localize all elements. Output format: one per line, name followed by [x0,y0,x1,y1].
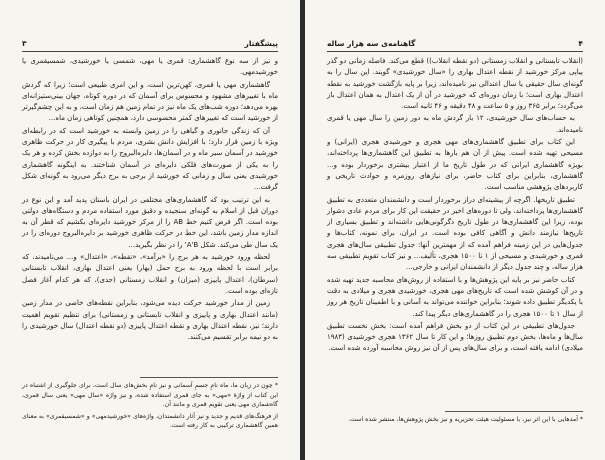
paragraph: کتاب حاضر نیز بر پایه این پژوهش‌ها و با استفاده از روش‌های محاسبه جدید تهیه شده و در آن کوشش شده است که تاریخ‌های مهی هجری، خورشیدی هجری و میلادی به دقت با یکدیگر تطبیق داده شوند؛ بنابراین خواننده می‌تواند به آسانی و با اطمینان تاریخ هر روز از سال ۱ تا ۱۵۰۰ هجری را در گاهشماری‌های دیگر پیدا کند. [327,275,583,318]
page-body [327,56,583,356]
page-header [22,38,278,50]
footnotes [22,381,278,433]
footnotes [327,415,583,427]
footnote: از فرهنگ‌های قدیم و جدید و نیز آثار دانشمندان، واژه‌های «خورشیدمهی» و «شمسیقمری» به معنای همین گاهشماری ترکیبی به کار رفته است. [22,412,278,430]
footnote: * چون در زبان ما، ماه نامِ جسمِ آسمانی و نیز نامِ بخش‌های سال است، برای جلوگیری از اشتباه در این کتاب از واژهٔ «مهی» به جای قمری استفاده شده، و نیز واژه «سال مهی» یعنی سال قمری، گاه‌شماری مهی یعنی تقویم قمری و مانند آن. [22,382,278,409]
header-title: گاهنامه‌ی سه هزار ساله [327,39,416,48]
paragraph: این کتاب برای تطبیق گاهشماری‌های مهی هجری و خورشیدی هجری (ایرانی) و مسیحی تهیه شده است. پیش از آن هم بارها به تطبیق این گاهشماری‌ها پرداخته‌اند، بویژه گاهشماری ایرانی که در طول تاریخ ما از اعتبار بیشتری برخوردار بوده و... گاهشماری، بنابراین برای کتاب حاضر، برای نیازهای روزمره و حوادث تاریخی و کاربردهای پژوهشی مناسب است. [327,138,583,192]
book-page-left [0,0,300,460]
paragraph: لحظه ورود خورشید به هر برج را «برآمد»، «نقطه»، «اعتدال» و... می‌نامیدند، که برابر است با لحظه ورود به برج حمل (بهار) یعنی اعتدال بهاری، انقلاب تابستانی (سرطان)، اعتدال پاییزی (میزان) و انقلاب زمستانی (جدی)، که هر کدام آغاز فصل تازه‌ای بوده است. [22,253,278,295]
header-title: پیشگفتار [244,39,278,48]
paragraph: به حساب‌های سال خورشیدی، ۱۲ بار گردش ماه به دور زمین را سال مهی یا قمری نامیده‌اند. [327,114,583,134]
paragraph: جدول‌های تطبیقی در این کتاب از دو بخش فراهم آمده است: بخش نخست تطبیق سال‌ها و ماه‌ها، بخش دوم تطبیق روزها؛ و این کار تا سال ۱۳۶۲ هجری خورشیدی (۱۹۸۳ میلادی) ادامه یافته است، و برای سال‌های پس از آن نیز روش محاسبه آورده شده است. [327,321,583,353]
footnote-rule [140,377,278,378]
header-rule [327,51,583,52]
page-body [22,56,278,344]
paragraph: زمین از مدار خورشید حرکت دیده می‌شود، بنابراین نقطه‌های خاصی در مدار زمین (مانند اعتدال بهاری و پاییزی و انقلاب تابستانی و زمستانی) برای تنظیم تقویم اهمیت دارند؛ نیز، نقطه اعتدال بهاری و نقطه اعتدال پاییزی (دو نقطه اعتدال) سال خورشیدی را به دو نیمه برابر تقسیم می‌کنند. [22,299,278,342]
paragraph: به این ترتیب بود که گاهشماری‌های مختلفی در ایران باستان پدید آمد و این نوع در دوران قبل از اسلام به گونه‌ای سنجیده و دقیق مورد استفاده مردم و دستگاه‌های دولتی بوده است. اگر فرض کنیم خط AB را از مرکز خورشید دایره‌ای بکشیم که قطر آن به اندازه مدار زمین باشد، این خط در حرکت ظاهری خورشید بر دایره‌البروج دوره‌ای را در یک سال طی می‌کند. شکل A'B' را در نظر بگیرید... [22,195,278,249]
paragraph: گاهشماری مهی یا قمری، کهن‌ترین است، و این امری طبیعی است؛ زیرا که گردش ماه با تغییرهای مشهود و محسوس برای آسمان که در دوره کوتاه، جهان بینی‌ستیزانه‌ای بهره می‌دهد؛ دوره شب‌های یک ماه نیز در تمام زمین هم زمان است، و به این چشم‌گیرتر از خورشید است که تغییرهای کمتر محسوسی دارد، همچنین کوتاهی زمان ماه... [22,80,278,123]
page-number: ۴ [578,39,583,48]
book-page-right [305,0,605,460]
footnote-rule [445,411,583,412]
paragraph: آن که زندگی جانوری و گیاهی را در زمین وابسته به خورشید است که در رابطه‌ای ویژه با زمین قرار دارد؛ با افزایش دانش بشری، مردم با پیگیری کار در حرکت ظاهری خورشید در آسمان سیر ماه و در آسمان‌ها، دایره‌البروج را به دوازده بخش کرده و هر یک را به یکی از صورت‌های فلکی دایره‌ای در آسمان شناختند. به اینگونه گاهشماری خورشیدی یعنی سال و زمانی که خورشید از برجی به برج دیگر می‌رود به گونه‌ای شکل گرفت... [22,126,278,192]
paragraph: و نیز از سه نوع گاهشماری: قمری یا مهی، شمسی یا خورشیدی، شمسیقمری یا خورشیدمهی. [22,57,278,77]
paragraph: (انقلاب تابستانی و انقلاب زمستانی (دو نقطه انقلاب)) قطع می‌کند. فاصله زمانی دو گذر پیاپی مرکز خورشید از نقطه اعتدال بهاری را «سال خورشیدی» گویند. این سال را به گونه‌ای سال حقیقی یا سال اعتدالی نیز نامیده‌اند، زیرا بر پایه بازگشت خورشید به نقطه اعتدال بهاری است؛ با زمان دوره‌ای که خورشید در آن از یک اعتدال به همان اعتدال باز می‌گردد؛ برابر ۳۶۵ روز و ۵ ساعت و ۴۸ دقیقه و ۴۶ ثانیه است. [327,57,583,111]
page-header [327,38,583,50]
paragraph: تطبیق تاریخها. اگرچه از پیشینه‌ای دراز برخوردار است و دانشمندان متعددی به تطبیق گاهشماری‌ها پرداخته‌اند، ولی تا دوره‌های اخیر در حقیقت این کار برای مردم عادی دشوار بوده، زیرا این گاهشماری‌ها در طول تاریخ دگرگونی‌هایی داشته‌اند و تطبیق بسیاری از تاریخ‌ها نیازمند دانش و آگاهی کافی بوده است. در ایران، برای نمونه، کتاب‌ها و جدول‌هایی در این زمینه فراهم آمده که از مهمترین آنها: جدول تطبیقی سال‌های هجری قمری و خورشیدی و مسیحی از ۱ تا ۱۵۰۰ هجری، تألیف... و نیز کتاب تقویم تطبیقی سه هزار ساله، و چند جدول دیگر از دانشمندان ایرانی و خارجی... [327,195,584,272]
header-rule [22,51,278,52]
page-number: ۳ [22,39,27,48]
footnote: * آمدهایی با این اثر نیز، با مسئولیت هیئت تحریریه و نیز بخش پژوهش‌ها، منتشر شده است. [348,416,583,423]
